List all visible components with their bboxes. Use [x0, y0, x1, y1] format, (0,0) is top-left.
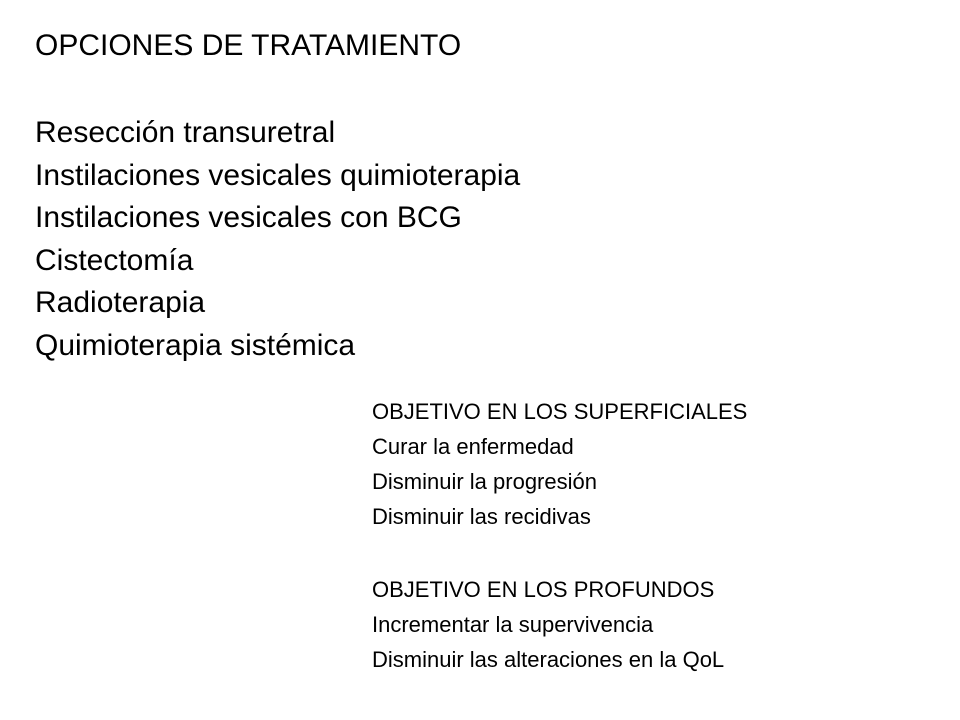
objective-item: Disminuir las recidivas: [372, 504, 591, 529]
objective-item: Curar la enfermedad: [372, 434, 574, 459]
treatment-option: Instilaciones vesicales quimioterapia: [35, 158, 521, 192]
superficial-objectives-list: [372, 429, 747, 534]
treatment-option: Instilaciones vesicales con BCG: [35, 201, 462, 234]
deep-objectives: [372, 572, 747, 677]
superficial-objectives-title: OBJETIVO EN LOS SUPERFICIALES: [372, 399, 748, 424]
slide-title: OPCIONES DE TRATAMIENTO: [35, 29, 462, 62]
objective-item: Disminuir la progresión: [372, 469, 597, 494]
deep-objectives-list: [372, 607, 747, 677]
treatment-option: Quimioterapia sistémica: [35, 328, 356, 362]
treatment-option: Cistectomía: [35, 243, 194, 277]
treatment-option: Radioterapia: [35, 286, 206, 319]
objective-item: Disminuir las alteraciones en la QoL: [372, 647, 725, 672]
treatment-options-list: [35, 112, 520, 367]
treatment-option: Resección transuretral: [35, 116, 336, 149]
deep-objectives-title: OBJETIVO EN LOS PROFUNDOS: [372, 577, 715, 602]
objective-item: Incrementar la supervivencia: [372, 612, 654, 637]
superficial-objectives: [372, 394, 747, 534]
objectives-section: [372, 394, 747, 677]
